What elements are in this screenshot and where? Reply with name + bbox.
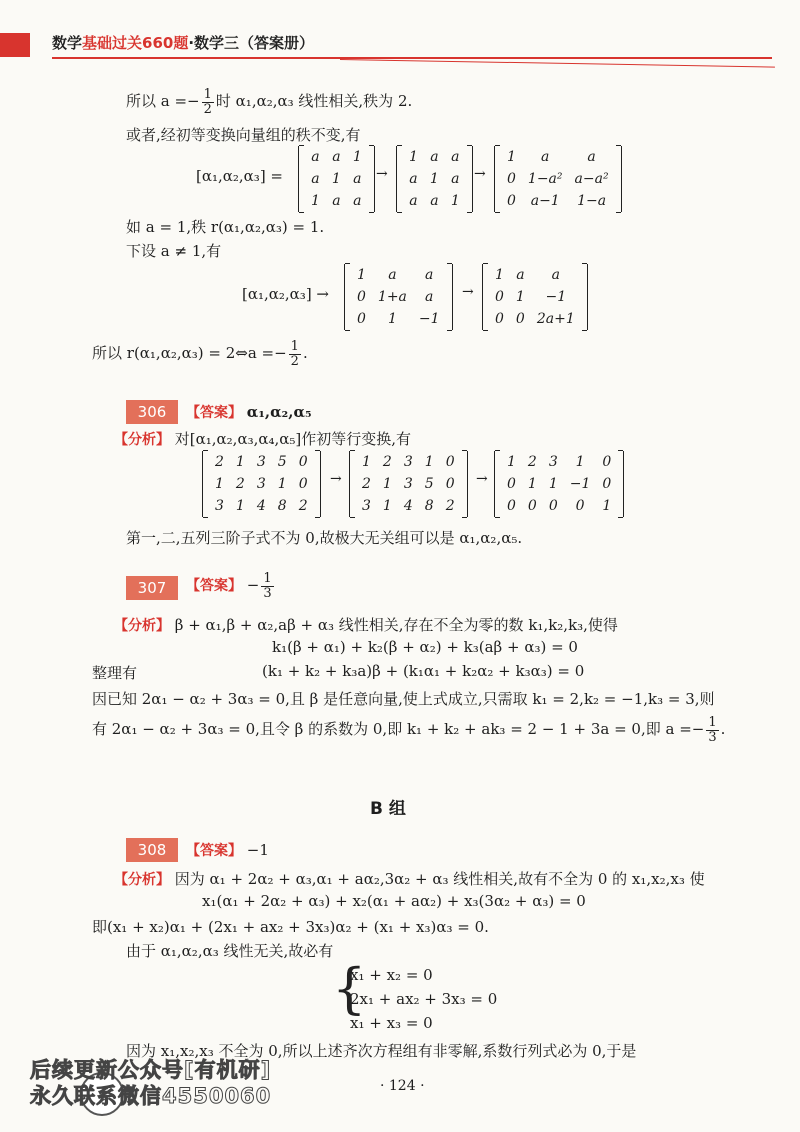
- equation: x₁(α₁ + 2α₂ + α₃) + x₂(α₁ + aα₂) + x₃(3α₂ + α₃) = 0: [202, 892, 586, 910]
- text-line: 或者,经初等变换向量组的秩不变,有: [126, 126, 361, 144]
- matrix-cell: a: [332, 193, 341, 209]
- matrix-row: [489, 308, 581, 330]
- matrix-lhs: [α₁,α₂,α₃] →: [242, 285, 330, 303]
- matrix-cell: a: [353, 193, 362, 209]
- text-line: 整理有: [92, 664, 138, 682]
- arrow-icon: →: [330, 471, 342, 487]
- matrix-row: [351, 286, 446, 308]
- matrix-cell: −1: [569, 476, 591, 492]
- matrix-cell: 1: [357, 267, 366, 283]
- matrix-cell: a: [430, 193, 439, 209]
- matrix-cell: 4: [403, 498, 413, 514]
- analysis-line: 【分析】 β + α₁,β + α₂,aβ + α₃ 线性相关,存在不全为零的数 k₁,k₂,k₃,使得: [114, 616, 618, 634]
- section-title: B 组: [370, 799, 406, 819]
- matrix-cell: a: [551, 267, 560, 283]
- matrix-row: [501, 168, 615, 190]
- matrix-cell: 3: [256, 476, 266, 492]
- matrix-m4: [344, 264, 453, 330]
- matrix-row: [209, 495, 314, 517]
- matrix-cell: 1: [507, 149, 516, 165]
- matrix-row: [305, 190, 368, 212]
- matrix-cell: 3: [256, 454, 266, 470]
- text-line: 由于 α₁,α₂,α₃ 线性无关,故必有: [126, 942, 334, 960]
- matrix-m2: [396, 146, 473, 212]
- matrix-row: [351, 264, 446, 286]
- matrix-cell: 0: [602, 476, 612, 492]
- matrix-cell: 4: [256, 498, 266, 514]
- matrix-row: [403, 190, 466, 212]
- matrix-cell: a: [451, 149, 460, 165]
- matrix-cell: a: [409, 193, 418, 209]
- matrix-cell: 5: [277, 454, 287, 470]
- matrix-cell: 0: [298, 454, 308, 470]
- matrix-cell: 1: [382, 476, 392, 492]
- text-line: 因已知 2α₁ − α₂ + 3α₃ = 0,且 β 是任意向量,使上式成立,只需取 k₁ = 2,k₂ = −1,k₃ = 3,则: [92, 690, 715, 708]
- matrix-cell: 3: [215, 498, 224, 514]
- matrix-cell: 0: [445, 476, 455, 492]
- matrix-cell: 1: [602, 498, 612, 514]
- conclusion-line: 所以 a =− $\frac{1}{2}$ 时 α₁,α₂,α₃ 线性相关,秩为 2.: [126, 87, 413, 117]
- matrix-row: [403, 146, 466, 168]
- matrix-cell: 0: [507, 498, 516, 514]
- header-rule-secondary: [340, 59, 775, 68]
- matrix-cell: 0: [507, 193, 516, 209]
- matrix-cell: 0: [548, 498, 558, 514]
- matrix-cell: a: [353, 171, 362, 187]
- matrix-row: [501, 190, 615, 212]
- matrix-306-m3: [494, 451, 624, 517]
- matrix-cell: a: [541, 149, 550, 165]
- matrix-row: [501, 146, 615, 168]
- matrix-cell: 0: [357, 311, 366, 327]
- matrix-cell: a−a²: [574, 171, 609, 187]
- matrix-cell: −1: [545, 289, 567, 305]
- matrix-cell: 1: [362, 454, 371, 470]
- matrix-cell: a: [451, 171, 460, 187]
- matrix-cell: 3: [362, 498, 371, 514]
- conclusion-line: 有 2α₁ − α₂ + 3α₃ = 0,且令 β 的系数为 0,即 k₁ + k₂ + ak₃ = 2 − 1 + 3a = 0,即 a =− $\frac{1}{3}$ .: [92, 715, 726, 745]
- equation: (k₁ + k₂ + k₃a)β + (k₁α₁ + k₂α₂ + k₃α₃) = 0: [262, 662, 585, 680]
- matrix-row: [403, 168, 466, 190]
- matrix-row: [501, 495, 617, 517]
- matrix-lhs: [α₁,α₂,α₃] =: [196, 167, 284, 185]
- matrix-cell: 0: [357, 289, 366, 305]
- matrix-cell: a: [409, 171, 418, 187]
- matrix-cell: −1: [418, 311, 440, 327]
- matrix-row: [501, 473, 617, 495]
- matrix-cell: a: [311, 149, 320, 165]
- arrow-icon: →: [462, 284, 474, 300]
- matrix-cell: 5: [424, 476, 434, 492]
- matrix-cell: 0: [602, 454, 612, 470]
- matrix-cell: 0: [575, 498, 585, 514]
- matrix-row: [356, 473, 461, 495]
- matrix-cell: 0: [507, 476, 516, 492]
- equation: k₁(β + α₁) + k₂(β + α₂) + k₃(aβ + α₃) = 0: [272, 638, 578, 656]
- matrix-m1: [298, 146, 375, 212]
- matrix-row: [501, 451, 617, 473]
- matrix-cell: 1: [331, 171, 341, 187]
- matrix-cell: 0: [445, 454, 455, 470]
- matrix-cell: 0: [298, 476, 308, 492]
- matrix-cell: 2a+1: [536, 311, 575, 327]
- matrix-cell: 3: [403, 476, 413, 492]
- matrix-cell: 1: [409, 149, 418, 165]
- matrix-306-m2: [349, 451, 468, 517]
- conclusion-line: 第一,二,五列三阶子式不为 0,故极大无关组可以是 α₁,α₂,α₅.: [126, 529, 523, 547]
- matrix-row: [351, 308, 446, 330]
- watermark-line-1: 后续更新公众号[有机研]: [30, 1058, 272, 1082]
- text-line: 因为 x₁,x₂,x₃ 不全为 0,所以上述齐次方程组有非零解,系数行列式必为 0,于是: [126, 1042, 637, 1060]
- matrix-cell: 2: [298, 498, 308, 514]
- text-line: 如 a = 1,秩 r(α₁,α₂,α₃) = 1.: [126, 218, 325, 236]
- matrix-cell: a: [311, 171, 320, 187]
- matrix-cell: a: [332, 149, 341, 165]
- matrix-cell: 0: [527, 498, 537, 514]
- matrix-row: [356, 451, 461, 473]
- matrix-row: [489, 264, 581, 286]
- answer-line: 【答案】 −1: [186, 841, 269, 859]
- matrix-cell: 1−a: [577, 193, 607, 209]
- matrix-row: [209, 473, 314, 495]
- question-number-307: 307: [126, 576, 178, 600]
- matrix-cell: a: [425, 289, 434, 305]
- matrix-cell: 1: [382, 498, 392, 514]
- matrix-cell: 2: [235, 476, 245, 492]
- matrix-cell: 1: [527, 476, 537, 492]
- matrix-cell: 0: [495, 311, 504, 327]
- matrix-cell: 1: [235, 454, 245, 470]
- matrix-cell: 3: [548, 454, 558, 470]
- header-accent-bar: [0, 33, 30, 57]
- matrix-cell: a−1: [530, 193, 560, 209]
- system-equation: x₁ + x₂ = 0: [350, 966, 433, 984]
- matrix-cell: 2: [215, 454, 224, 470]
- matrix-cell: a: [388, 267, 397, 283]
- matrix-row: [305, 168, 368, 190]
- matrix-row: [489, 286, 581, 308]
- system-equation: 2x₁ + ax₂ + 3x₃ = 0: [350, 990, 498, 1008]
- matrix-cell: 1: [277, 476, 287, 492]
- answer-line: 【答案】 α₁,α₂,α₅: [186, 403, 312, 421]
- matrix-cell: 2: [445, 498, 455, 514]
- matrix-cell: 1−a²: [527, 171, 563, 187]
- matrix-cell: 1: [575, 454, 585, 470]
- matrix-cell: 1: [507, 454, 516, 470]
- matrix-cell: 1: [387, 311, 397, 327]
- matrix-cell: 0: [495, 289, 504, 305]
- matrix-cell: 1: [548, 476, 558, 492]
- arrow-icon: →: [376, 166, 388, 182]
- matrix-cell: 1: [352, 149, 362, 165]
- matrix-cell: 1: [215, 476, 224, 492]
- matrix-cell: 1: [424, 454, 434, 470]
- matrix-row: [356, 495, 461, 517]
- matrix-cell: a: [430, 149, 439, 165]
- matrix-cell: 2: [362, 476, 371, 492]
- arrow-icon: →: [474, 166, 486, 182]
- page-number: · 124 ·: [380, 1078, 425, 1094]
- analysis-line: 【分析】 对[α₁,α₂,α₃,α₄,α₅]作初等行变换,有: [114, 430, 412, 448]
- matrix-cell: 2: [382, 454, 392, 470]
- brace-icon: {: [332, 957, 367, 1020]
- equation: 即(x₁ + x₂)α₁ + (2x₁ + ax₂ + 3x₃)α₂ + (x₁ + x₃)α₃ = 0.: [92, 918, 489, 936]
- matrix-cell: 1: [515, 289, 525, 305]
- analysis-line: 【分析】 因为 α₁ + 2α₂ + α₃,α₁ + aα₂,3α₂ + α₃ 线性相关,故有不全为 0 的 x₁,x₂,x₃ 使: [114, 870, 705, 888]
- matrix-cell: 1: [450, 193, 460, 209]
- matrix-cell: 1: [429, 171, 439, 187]
- matrix-cell: 2: [527, 454, 537, 470]
- matrix-cell: a: [587, 149, 596, 165]
- answer-line: 【答案】 − $\frac{1}{3}$: [186, 571, 272, 601]
- matrix-m5: [482, 264, 588, 330]
- text-line: 下设 a ≠ 1,有: [126, 242, 222, 260]
- conclusion-line: 所以 r(α₁,α₂,α₃) = 2⇔a =− $\frac{1}{2}$ .: [92, 339, 308, 369]
- matrix-cell: 0: [507, 171, 516, 187]
- book-title: 数学基础过关660题·数学三（答案册）: [52, 34, 315, 52]
- question-number-306: 306: [126, 400, 178, 424]
- matrix-cell: 3: [403, 454, 413, 470]
- watermark-line-2: 永久联系微信4550060: [30, 1084, 272, 1108]
- matrix-cell: 8: [277, 498, 287, 514]
- matrix-cell: 1: [495, 267, 504, 283]
- header-rule: [52, 57, 772, 59]
- matrix-m3: [494, 146, 622, 212]
- matrix-cell: a: [516, 267, 525, 283]
- matrix-row: [209, 451, 314, 473]
- matrix-cell: 1: [311, 193, 320, 209]
- matrix-cell: 8: [424, 498, 434, 514]
- matrix-cell: 1: [235, 498, 245, 514]
- question-number-308: 308: [126, 838, 178, 862]
- matrix-cell: 1+a: [377, 289, 407, 305]
- matrix-306-m1: [202, 451, 321, 517]
- matrix-row: [305, 146, 368, 168]
- matrix-cell: a: [425, 267, 434, 283]
- arrow-icon: →: [476, 471, 488, 487]
- matrix-cell: 0: [515, 311, 525, 327]
- system-equation: x₁ + x₃ = 0: [350, 1014, 433, 1032]
